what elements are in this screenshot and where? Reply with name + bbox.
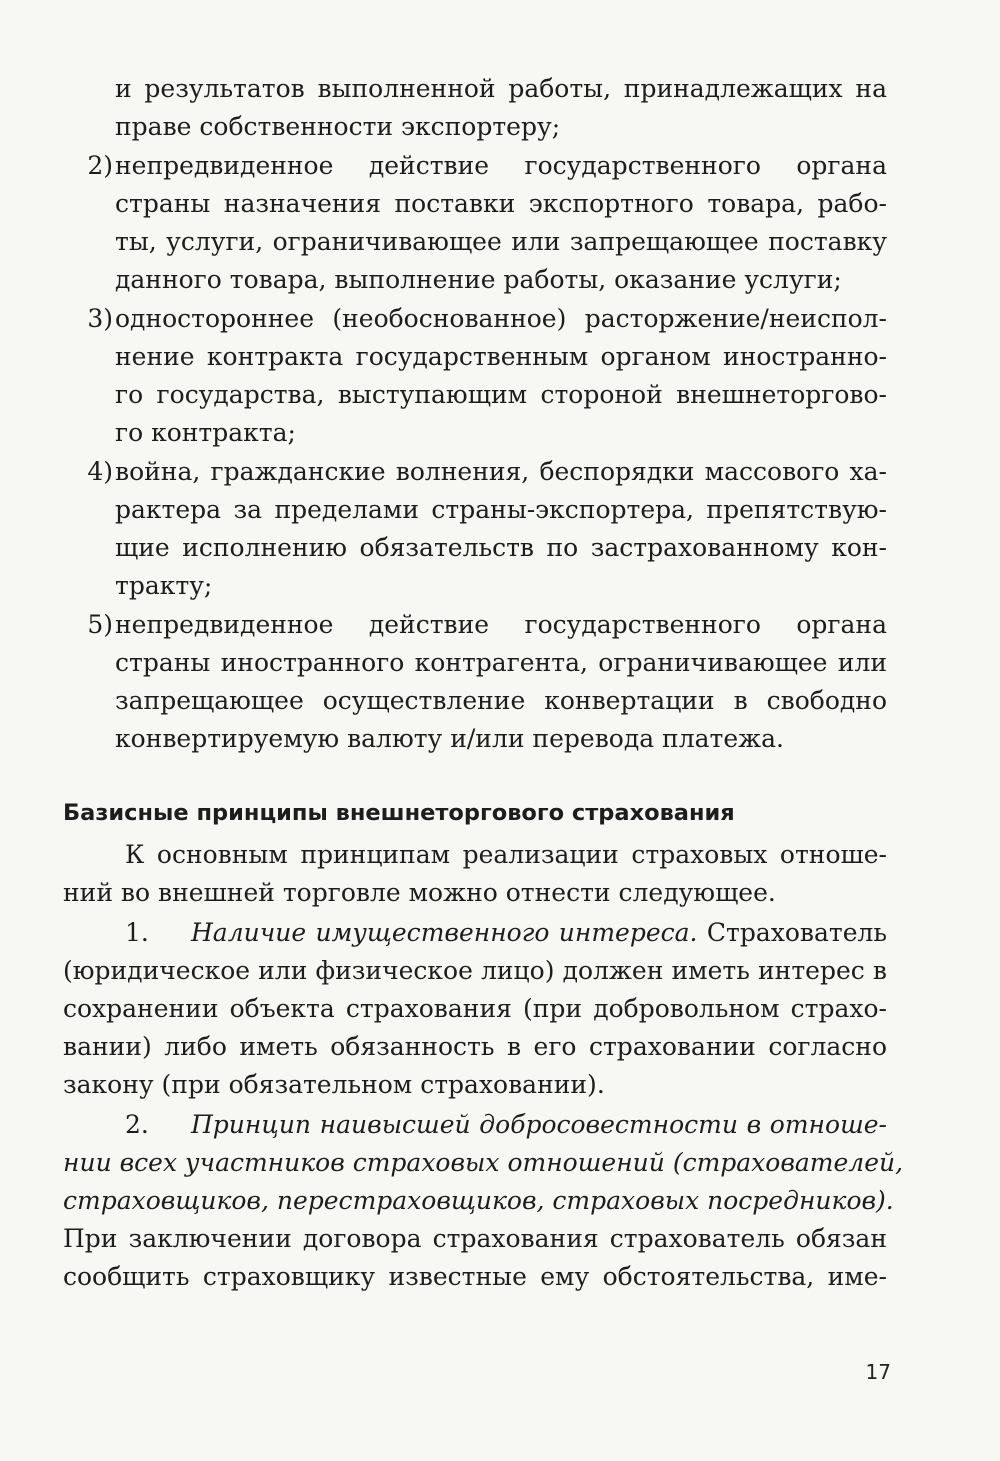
text-line: го контракта; bbox=[115, 418, 296, 447]
text-line: вании) либо иметь обязанность в его страховании согласно bbox=[63, 1032, 887, 1061]
text-line: нии всех участников страховых отношений (страхователей, bbox=[63, 1148, 904, 1177]
text-line: щие исполнению обязательств по застрахованному кон- bbox=[115, 533, 887, 562]
text-line: ний во внешней торговле можно отнести следующее. bbox=[63, 878, 776, 907]
text-line: и результатов выполненной работы, принадлежащих на bbox=[115, 74, 887, 103]
text-line: страны иностранного контрагента, ограничивающее или bbox=[115, 648, 887, 677]
list-item bbox=[63, 147, 887, 299]
list-item-number: 5) bbox=[87, 610, 113, 639]
text-line: данного товара, выполнение работы, оказание услуги; bbox=[115, 265, 842, 294]
principle-paragraph-2 bbox=[63, 1106, 904, 1296]
text-line: запрещающее осуществление конвертации в свободно bbox=[115, 686, 887, 715]
text-line: конвертируемую валюту и/или перевода платежа. bbox=[115, 724, 784, 753]
text-line: ты, услуги, ограничивающее или запрещающее поставку bbox=[115, 227, 887, 256]
text-line: К основным принципам реализации страховых отноше- bbox=[125, 840, 887, 869]
principle-number: 2. bbox=[125, 1110, 149, 1139]
text-line: го государства, выступающим стороной внешнеторгово- bbox=[115, 380, 887, 409]
text-line: При заключении договора страхования страхователь обязан bbox=[63, 1224, 887, 1253]
list-item-number: 2) bbox=[87, 151, 113, 180]
text-line: непредвиденное действие государственного органа bbox=[115, 151, 887, 180]
text-line: сохранении объекта страхования (при добровольном страхо- bbox=[63, 994, 887, 1023]
section-heading: Базисные принципы внешнеторгового страхования bbox=[63, 800, 735, 826]
text-line: война, гражданские волнения, беспорядки массового ха- bbox=[115, 457, 887, 486]
list-item bbox=[63, 300, 887, 452]
text-line bbox=[63, 914, 887, 952]
text-line: закону (при обязательном страховании). bbox=[63, 1070, 605, 1099]
document-page bbox=[63, 70, 904, 1296]
text-line: (юридическое или физическое лицо) должен иметь интерес в bbox=[63, 956, 887, 985]
text-line: страны назначения поставки экспортного товара, рабо- bbox=[115, 189, 887, 218]
text-line: одностороннее (необоснованное) расторжение/неиспол- bbox=[115, 304, 887, 333]
list-item bbox=[63, 606, 887, 758]
text-line: рактера за пределами страны-экспортера, препятствую- bbox=[115, 495, 887, 524]
text-line bbox=[63, 1106, 887, 1144]
text-line: сообщить страховщику известные ему обстоятельства, име- bbox=[63, 1262, 887, 1291]
list-item bbox=[63, 453, 887, 605]
intro-paragraph bbox=[63, 836, 887, 912]
text-line: непредвиденное действие государственного органа bbox=[115, 610, 887, 639]
text-line: нение контракта государственным органом иностранно- bbox=[115, 342, 887, 371]
principle-title: Наличие имущественного интереса. bbox=[191, 918, 698, 947]
text-fragment: Страхователь bbox=[706, 918, 887, 947]
list-item-number: 4) bbox=[87, 457, 113, 486]
list-item-number: 3) bbox=[87, 304, 113, 333]
principle-number: 1. bbox=[125, 918, 149, 947]
list-item-continuation bbox=[63, 70, 887, 146]
text-line: страховщиков, перестраховщиков, страховых посредников). bbox=[63, 1186, 894, 1215]
text-line: тракту; bbox=[115, 571, 213, 600]
principle-title: Принцип наивысшей добросовестности в отноше- bbox=[191, 1110, 887, 1139]
numbered-list bbox=[63, 70, 887, 758]
principle-paragraph-1 bbox=[63, 914, 887, 1104]
text-line: праве собственности экспортеру; bbox=[115, 112, 561, 141]
page-number: 17 bbox=[865, 1360, 891, 1384]
